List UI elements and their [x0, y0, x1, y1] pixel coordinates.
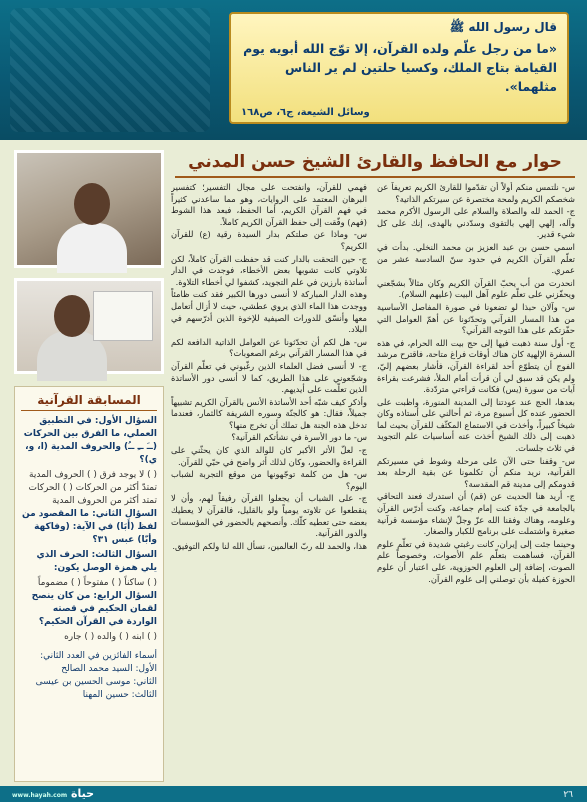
- magazine-logo: [12, 787, 94, 800]
- quote-text: «ما من رجل علّم ولده القرآن، إلا توّج الله أبويه يوم القيامة بتاج الملك، وكسيا حلتين لم ير الناس مثلهما».: [243, 41, 557, 94]
- quote-title: قال رسول الله ﷺ: [449, 20, 557, 34]
- decorative-pattern: [10, 8, 210, 132]
- winner: الثالث: حسين المهنا: [82, 690, 157, 700]
- teaching-photo: [14, 278, 164, 374]
- paragraph: هذا، والحمد لله ربّ العالمين، نسأل الله لنا ولكم التوفيق.: [172, 540, 367, 551]
- question-options: ( ) لا يوجد فرق ( ) الحروف المدية تمتدّ أكثر من الحركات ( ) الحركات تمتد أكثر من الحروف المدية: [28, 470, 157, 506]
- paragraph: انحدرت من أب يحبّ القرآن الكريم وكان مثالاً بشجّعني ويحفّزني على تعلّم علوم آهل البيت (عليهم السلام).: [377, 277, 575, 300]
- article-column-right: [377, 182, 575, 782]
- competition-title: المسابقة القرآنية: [21, 393, 157, 411]
- question-options: ( ) ساكناً ( ) مفتوحاً ( ) مضموماً: [37, 578, 157, 588]
- paragraph: س- نلتمس منكم أولاً أن تقدّموا للقارئ الكريم تعريفاً عن شخصكم الكريم ولمحة مختصرة عن سيرتكم الذاتية؟: [377, 182, 575, 204]
- page-number: ٢٦: [563, 790, 573, 800]
- paragraph: س- ما دور الأسرة في نشأتكم القرآنية؟: [231, 432, 367, 443]
- paragraph: اسمي حسن بن عبد العزيز بن محمد النخلي. بدأت في تعلّم القرآن الكريم في حدود سنّ السادسة عشر من عمري.: [377, 241, 575, 276]
- logo-text: حياة: [70, 787, 94, 800]
- article-title: حوار مع الحافظ والقارئ الشيخ حسن المدني: [175, 152, 575, 178]
- hadith-quote-box: [229, 12, 569, 124]
- question: السؤال الثالث: الحرف الذي يلي همزة الوصل يكون:: [36, 550, 157, 573]
- whiteboard: [93, 291, 153, 341]
- logo-url: www.hayah.com: [12, 792, 68, 799]
- paragraph: فهمي للقرآن، وانفتحت على مجال التفسير؛ كتفسير البرهان المعتمد على الروايات، وهو مما ساعدني كثيراً في فهم القرآن الكريم، أما الحفظ، فبعد هذا الشوط (فهم) وفّقت إلى حفظ القرآن الكريم كاملاً.: [171, 182, 367, 227]
- paragraph: ج- على الشباب أن يجعلوا القرآن رفيقاً لهم، وأن لا ينقطعوا عن تلاوته يومياً ولو بالقليل، فالقرآن لا يعطيك بعضه حتى تعطيه كلّك. وأنصحهم بالحضور في المؤسسات والدور القرآنية.: [171, 493, 367, 539]
- paragraph: وهذه الدار المباركة لا أنسى دورها الكبير فقد كنت ظامئاً ووجدت هذا الماء الذي يروي عطشي، حيث لا أزال أتعامل معها وأنسّق للدورات الصيفية للإخوة الذين أدرّسهم في البلاد.: [171, 289, 367, 335]
- interviewee-photo: [14, 150, 164, 268]
- question: السؤال الرابع: من كان ينصح لقمان الحكيم في قصته الواردة في القرآن الحكيم؟: [31, 591, 157, 627]
- photo-figure-head: [74, 183, 110, 225]
- paragraph: ج- أريد هنا الحديث عن (قم) أن استدرك فعند التحاقي بالجامعة في جدّة كنت إمام جماعة، وكنت أدرّس القرآن وعلومه، وهناك وفقنا الله عزّ وجلّ لإنشاء مؤسسة قرآنية صغيرة واشتملت على برنامج للكبار والصغار.: [377, 491, 575, 537]
- paragraph: ج- لا أنسى فضل العلماء الذين رغّبوني في تعلّم القرآن وشجّعوني على هذا الطريق، كما لا أنسى دور الأساتذة الذين تعلّمت على أيديهم.: [171, 360, 367, 395]
- paragraph: س- وقفنا حتى الآن على مرحلة وشوط في مسيرتكم القرآنية، نريد منكم أن تكلمونا عن بقية الرحلة بعد قدومكم إلى مدينة قم المقدسة؟: [377, 455, 575, 489]
- article-column-middle: [171, 182, 367, 782]
- quote-source: وسائل الشيعة، ج٦، ص١٦٨: [241, 107, 370, 118]
- paragraph: وأذكر كيف شبّه أحد الأساتذة الأنس بالقرآن الكريم تشبيهاً جميلاً، فقال: هو كالجنّة وسوره الشريفة كالثمار، فعندما تدخل هذه الجنة هل تملك أن تخرج منها؟: [171, 396, 367, 430]
- paragraph: س- هل من كلمة توجّهونها من موقع التجربة لشباب اليوم؟: [171, 469, 367, 491]
- winner: الأول: السيد محمد الصالح: [61, 664, 157, 674]
- paragraph: ج- الحمد لله والصلاة والسلام على الرسول الأكرم محمد وآله، إلهي إلهي بالتقوى وسدّدني بالهدى، إنك على كل شيء قدير.: [377, 206, 575, 240]
- winners-list: [21, 650, 157, 702]
- paragraph: وحينما جئت إلى إيران، كانت رغبتي شديدة في تعلّم علوم القرآن، فساهمت بتعلّم علم الأصوات، وخصوصاً علم الصوت، إضافة إلى العلوم الحوزوية، على اعتبار أن علوم الحوزة كفيلة بأن توصلني إلى علوم القرآن.: [377, 538, 575, 584]
- paragraph: ج- حين التحقت بالدار كنت قد حفظت القرآن كاملاً، لكن تلاوتي كانت تشوبها بعض الأخطاء، فوجدت في الدار أساتذة بارزين في علم التجويد، كشفوا لي أخطاء التلاوة.: [171, 253, 367, 287]
- question: السؤال الثاني: ما المقصود من لفظ (أَبَا) في الآية: (وفاكهة وأبّا) عبس ٣١؟: [21, 509, 157, 545]
- paragraph: ج- لعلّ الأثر الأكبر كان للوالد الذي كان يحثّني على القراءة والحضور، وكان لذلك أثر واضح في حبّي للقرآن.: [171, 445, 367, 467]
- winners-title: أسماء الفائزين في العدد الثاني:: [40, 651, 157, 661]
- winner: الثاني: موسى الحسين بن عيسى: [35, 677, 157, 687]
- photo-figure-body: [57, 223, 127, 273]
- question-options: ( ) ابنه ( ) والده ( ) جاره: [64, 632, 157, 642]
- header-band: [0, 0, 587, 140]
- footer-bar: [0, 786, 587, 802]
- photo-figure-head: [54, 295, 90, 337]
- paragraph: س- وآلان حبذا لو تضعونا في صورة المفاصل الأساسية من هذا المسار القرآني وتحدّثونا عن أهمّ العوامل التي حفّزتكم على هذا التوجه القرآني؟: [377, 301, 575, 336]
- paragraph: س- هل لكم أن تحدّثونا عن العوامل الذاتية الدافعة لكم في هذا المسار القرآني برغم الصعوبات؟: [171, 336, 367, 359]
- paragraph: س- وماذا عن صلتكم بدار السيدة رقية (ع) للقرآن الكريم؟: [171, 229, 367, 251]
- quran-competition-box: [14, 386, 164, 782]
- paragraph: ج- أول سنة ذهبت فيها إلى حج بيت الله الحرام، في هذه السفرة الإلهية كان هناك أوقات فراغ متاحة، فاقترح مرشد الفوج أن يتطوّع أحد لقراءة القرآن، فأشار بعضهم إليّ، ولم يكن قد سبق لي أن قرأت أمام الملأ، فشرعت بقراءة آيات من سورة (يس) فكانت قراءتي متردّدة.: [377, 337, 575, 395]
- question: السؤال الأول: في التطبيق العملي، ما الفرق بين الحركات (ــَ ــِ ــُ) والحروف المدية (ا، و، ي)؟: [23, 416, 157, 465]
- paragraph: بعدها، الحج عند عودتنا إلى المدينة المنورة، واظبت على الحضور عنده كل أسبوع مرة، ثم أحالني على أستاذه وكان شيخاً كبيراً، وأخذت في الاستماع المكثّف للقرآن بحيث لما ذهبت إلى ذلك الشيخ أخذت عنه أساسيات علم التجويد في ثلاث جلسات.: [377, 396, 575, 454]
